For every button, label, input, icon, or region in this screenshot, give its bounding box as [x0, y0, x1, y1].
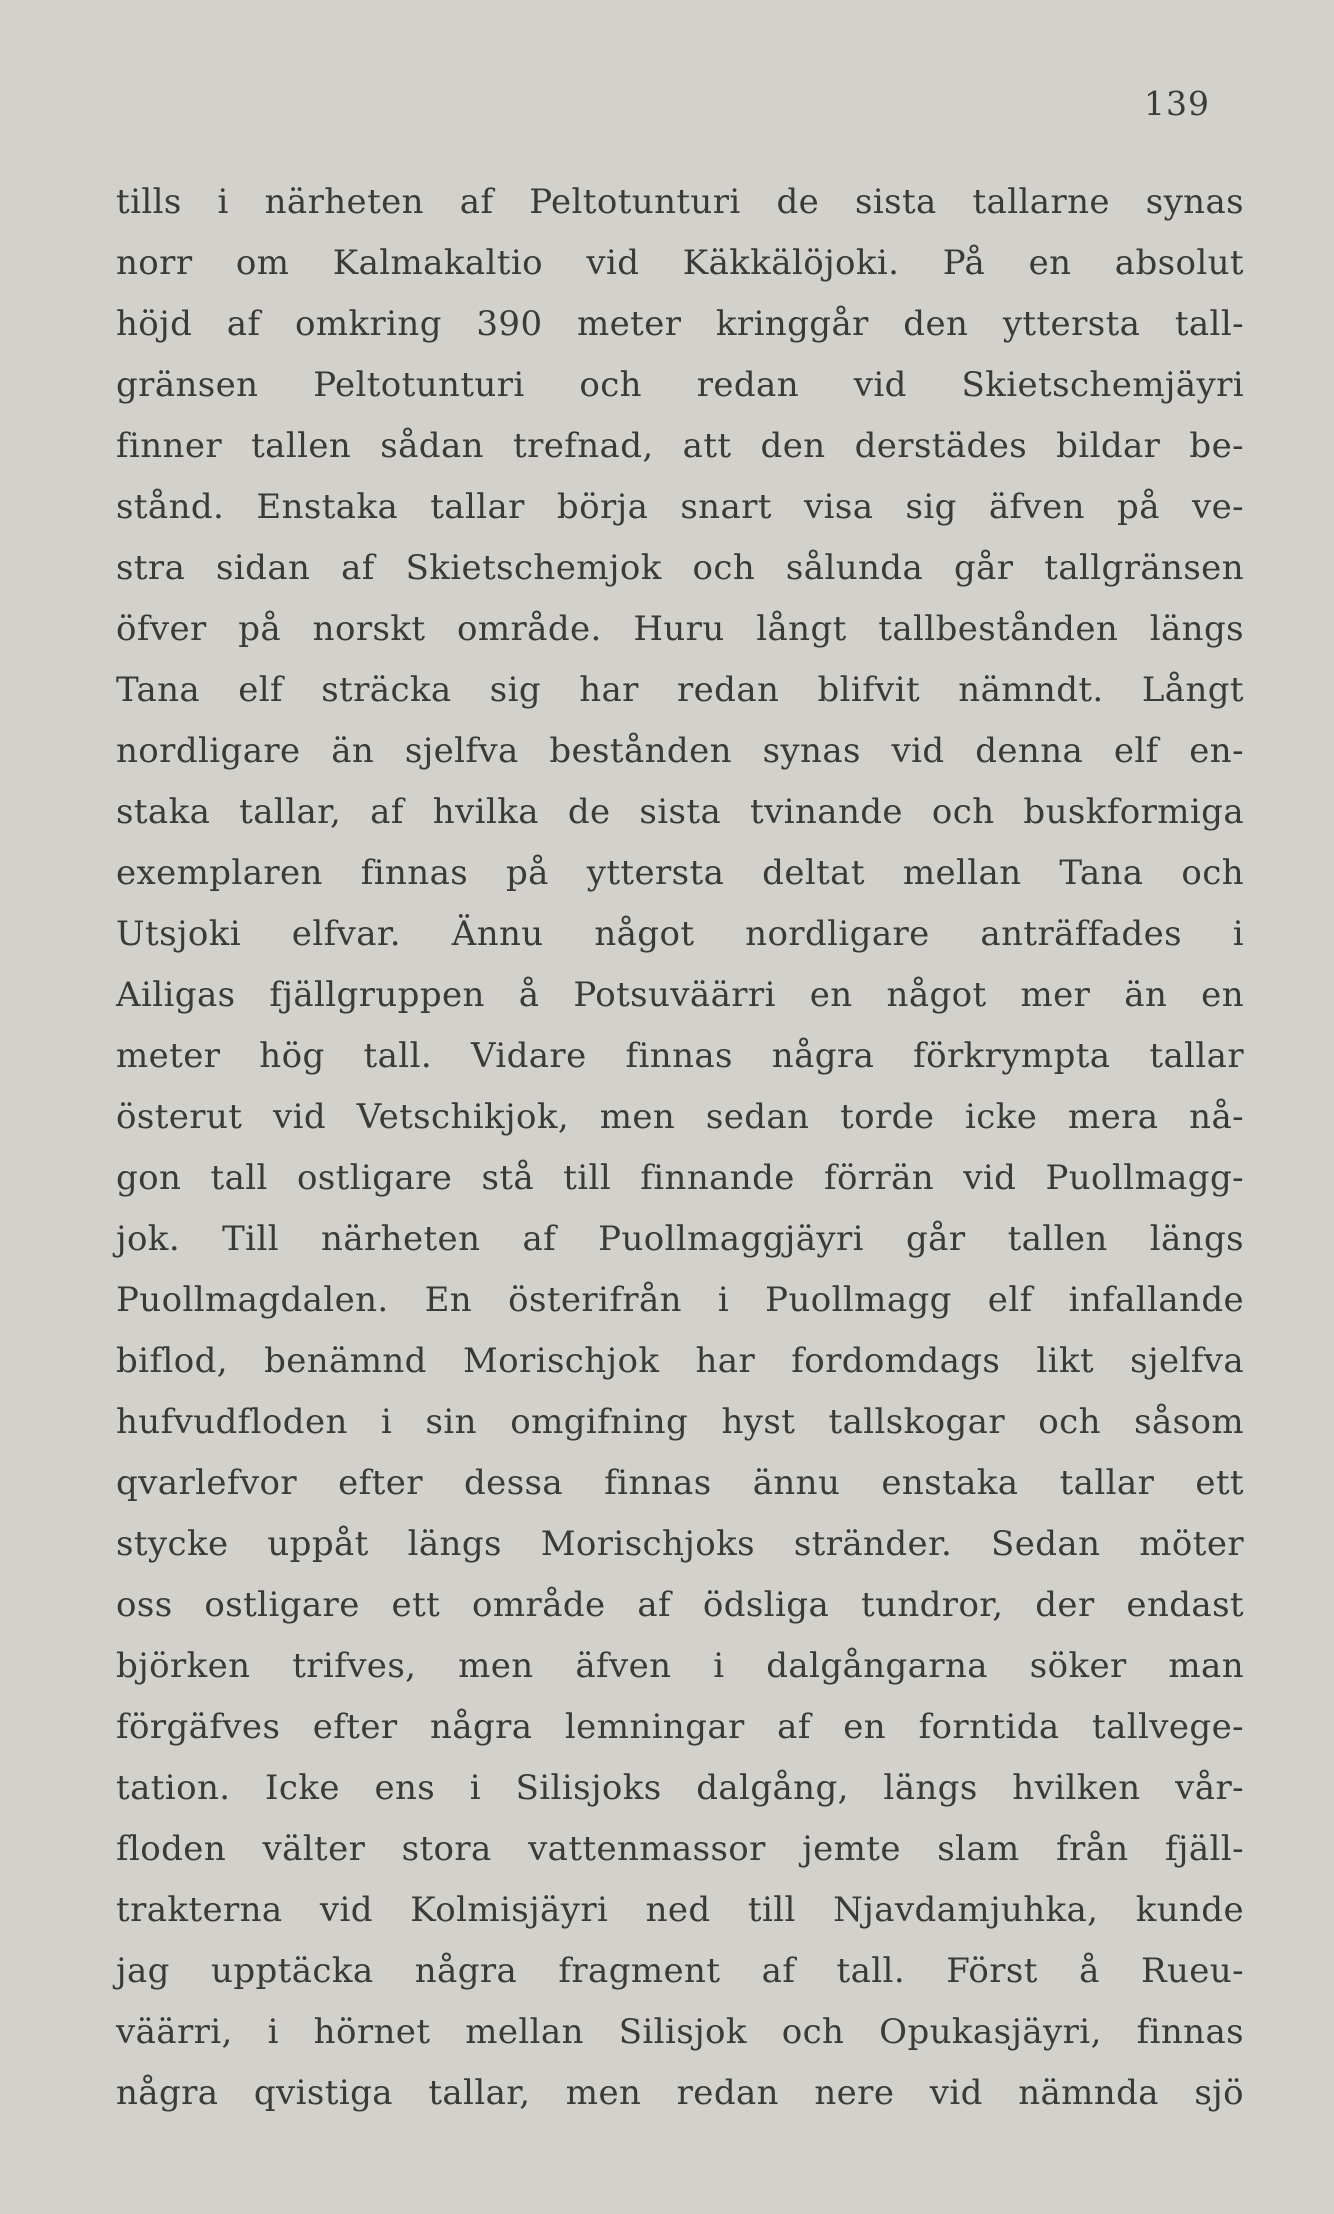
page-number: 139: [1144, 84, 1210, 123]
text-line: Tana elf sträcka sig har redan blifvit nämndt. Långt: [116, 670, 1244, 710]
text-line: norr om Kalmakaltio vid Käkkälöjoki. På en absolut: [116, 243, 1244, 283]
text-line: trakterna vid Kolmisjäyri ned till Njavdamjuhka, kunde: [116, 1890, 1244, 1930]
text-line: qvarlefvor efter dessa finnas ännu enstaka tallar ett: [116, 1463, 1244, 1503]
text-line: förgäfves efter några lemningar af en forntida tallvege-: [116, 1707, 1244, 1747]
text-line: hufvudfloden i sin omgifning hyst tallskogar och såsom: [116, 1402, 1244, 1442]
text-line: stra sidan af Skietschemjok och sålunda går tallgränsen: [116, 548, 1244, 588]
text-line: jag upptäcka några fragment af tall. Först å Rueu-: [116, 1951, 1244, 1991]
text-line: floden välter stora vattenmassor jemte slam från fjäll-: [116, 1829, 1244, 1869]
text-line: Puollmagdalen. En österifrån i Puollmagg elf infallande: [116, 1280, 1244, 1320]
body-text: [116, 172, 1244, 2124]
text-line: stycke uppåt längs Morischjoks stränder. Sedan möter: [116, 1524, 1244, 1564]
text-line: Utsjoki elfvar. Ännu något nordligare anträffades i: [116, 914, 1244, 954]
text-line: tation. Icke ens i Silisjoks dalgång, längs hvilken vår-: [116, 1768, 1244, 1808]
text-line: meter hög tall. Vidare finnas några förkrympta tallar: [116, 1036, 1244, 1076]
text-line: Ailigas fjällgruppen å Potsuväärri en något mer än en: [116, 975, 1244, 1015]
text-line: gränsen Peltotunturi och redan vid Skietschemjäyri: [116, 365, 1244, 405]
text-line: österut vid Vetschikjok, men sedan torde icke mera nå-: [116, 1097, 1244, 1137]
text-line: björken trifves, men äfven i dalgångarna söker man: [116, 1646, 1244, 1686]
text-line: nordligare än sjelfva bestånden synas vid denna elf en-: [116, 731, 1244, 771]
text-line: staka tallar, af hvilka de sista tvinande och buskformiga: [116, 792, 1244, 832]
text-line: finner tallen sådan trefnad, att den derstädes bildar be-: [116, 426, 1244, 466]
text-line: några qvistiga tallar, men redan nere vid nämnda sjö: [116, 2073, 1244, 2113]
text-line: höjd af omkring 390 meter kringgår den yttersta tall-: [116, 304, 1244, 344]
text-line: biflod, benämnd Morischjok har fordomdags likt sjelfva: [116, 1341, 1244, 1381]
text-line: oss ostligare ett område af ödsliga tundror, der endast: [116, 1585, 1244, 1625]
text-line: tills i närheten af Peltotunturi de sista tallarne synas: [116, 182, 1244, 222]
text-line: öfver på norskt område. Huru långt tallbestånden längs: [116, 609, 1244, 649]
text-line: jok. Till närheten af Puollmaggjäyri går tallen längs: [116, 1219, 1244, 1259]
text-line: gon tall ostligare stå till finnande förrän vid Puollmagg-: [116, 1158, 1244, 1198]
text-line: väärri, i hörnet mellan Silisjok och Opukasjäyri, finnas: [116, 2012, 1244, 2052]
text-line: exemplaren finnas på yttersta deltat mellan Tana och: [116, 853, 1244, 893]
text-line: stånd. Enstaka tallar börja snart visa sig äfven på ve-: [116, 487, 1244, 527]
